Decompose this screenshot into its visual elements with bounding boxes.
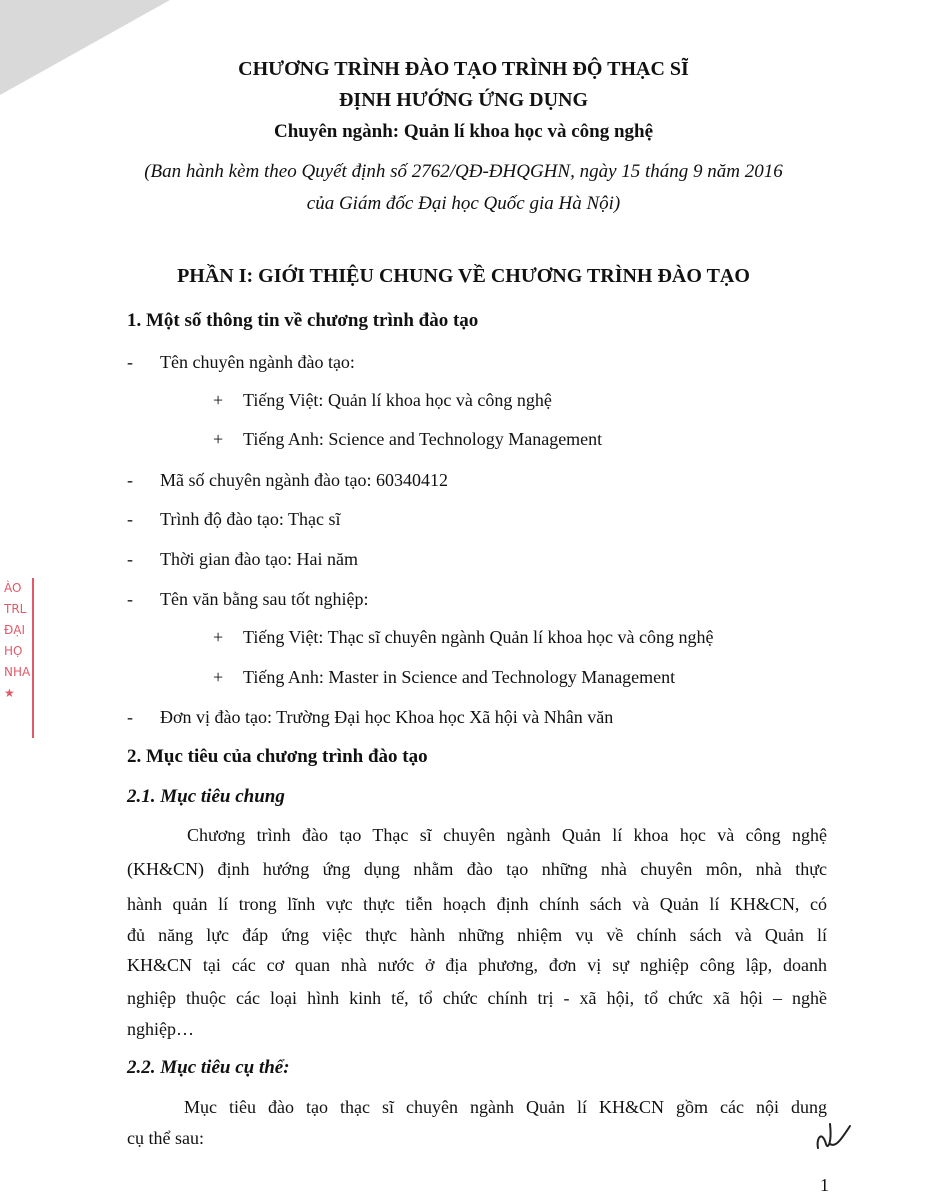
- paragraph-line: KH&CN tại các cơ quan nhà nước ở địa phương, đơn vị sự nghiệp công lập, doanh: [127, 955, 827, 975]
- page-number: 1: [820, 1175, 829, 1195]
- dash-bullet: -: [127, 470, 133, 490]
- red-stamp-fragment: ÀO TRL ĐẠI HỌ NHA ★: [0, 578, 34, 738]
- plus-bullet: +: [213, 390, 224, 410]
- degree-label: Tên văn bằng sau tốt nghiệp:: [160, 589, 369, 609]
- name-vietnamese: Tiếng Việt: Quản lí khoa học và công nghệ: [243, 390, 552, 410]
- section-2-heading: 2. Mục tiêu của chương trình đào tạo: [127, 746, 428, 767]
- paragraph-line: Chương trình đào tạo Thạc sĩ chuyên ngành Quản lí khoa học và công nghệ: [187, 825, 827, 845]
- training-unit: Đơn vị đào tạo: Trường Đại học Khoa học Xã hội và Nhân văn: [160, 707, 614, 727]
- dash-bullet: -: [127, 707, 133, 727]
- section-1-heading: 1. Một số thông tin về chương trình đào tạo: [127, 310, 479, 331]
- degree-vietnamese: Tiếng Việt: Thạc sĩ chuyên ngành Quản lí khoa học và công nghệ: [243, 627, 714, 647]
- dash-bullet: -: [127, 509, 133, 529]
- degree-english: Tiếng Anh: Master in Science and Technology Management: [243, 667, 676, 687]
- paragraph-line: cụ thể sau:: [127, 1128, 204, 1148]
- training-level: Trình độ đào tạo: Thạc sĩ: [160, 509, 341, 529]
- subsection-2-1: 2.1. Mục tiêu chung: [127, 786, 285, 807]
- paragraph-line: nghiệp thuộc các loại hình kinh tế, tổ chức chính trị - xã hội, tổ chức xã hội – nghề: [127, 988, 827, 1008]
- plus-bullet: +: [213, 627, 224, 647]
- paragraph-line: (KH&CN) định hướng ứng dụng nhằm đào tạo những nhà chuyên môn, nhà thực: [127, 859, 827, 879]
- name-label: Tên chuyên ngành đào tạo:: [160, 352, 355, 372]
- program-code: Mã số chuyên ngành đào tạo: 60340412: [160, 470, 448, 490]
- plus-bullet: +: [213, 667, 224, 687]
- paragraph-line: hành quản lí trong lĩnh vực thực tiễn hoạch định chính sách và Quản lí KH&CN, có: [127, 894, 827, 914]
- paragraph-line: nghiệp…: [127, 1019, 194, 1039]
- dash-bullet: -: [127, 549, 133, 569]
- title-line-1: CHƯƠNG TRÌNH ĐÀO TẠO TRÌNH ĐỘ THẠC SĨ: [238, 58, 689, 80]
- plus-bullet: +: [213, 429, 224, 449]
- paragraph-line: đủ năng lực đáp ứng việc thực hành những nhiệm vụ về chính sách và Quản lí: [127, 925, 827, 945]
- part-title: PHẦN I: GIỚI THIỆU CHUNG VỀ CHƯƠNG TRÌNH ĐÀO TẠO: [177, 265, 750, 287]
- name-english: Tiếng Anh: Science and Technology Management: [243, 429, 603, 449]
- title-line-2: ĐỊNH HƯỚNG ỨNG DỤNG: [338, 89, 589, 111]
- dash-bullet: -: [127, 589, 133, 609]
- specialization: Chuyên ngành: Quản lí khoa học và công nghệ: [273, 121, 654, 142]
- handwritten-initial: [812, 1118, 852, 1152]
- decree-line-1: (Ban hành kèm theo Quyết định số 2762/QĐ-ĐHQGHN, ngày 15 tháng 9 năm 2016: [144, 161, 783, 182]
- dash-bullet: -: [127, 352, 133, 372]
- paragraph-line: Mục tiêu đào tạo thạc sĩ chuyên ngành Quản lí KH&CN gồm các nội dung: [184, 1097, 827, 1117]
- training-duration: Thời gian đào tạo: Hai năm: [160, 549, 358, 569]
- subsection-2-2: 2.2. Mục tiêu cụ thể:: [127, 1057, 290, 1078]
- decree-line-2: của Giám đốc Đại học Quốc gia Hà Nội): [306, 193, 621, 214]
